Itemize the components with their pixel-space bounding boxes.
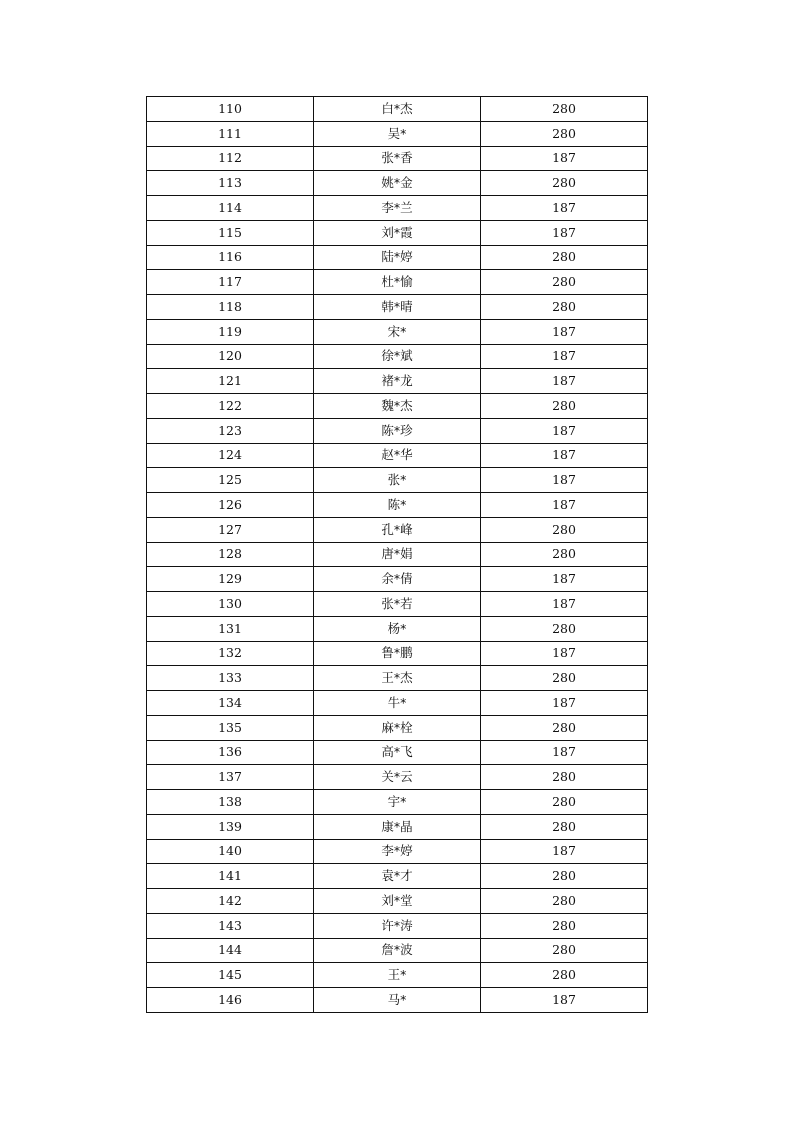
row-number-cell: 128 — [147, 542, 314, 567]
name-cell: 詹*波 — [314, 938, 481, 963]
row-number-cell: 124 — [147, 443, 314, 468]
row-number-cell: 115 — [147, 220, 314, 245]
table-row — [147, 443, 648, 468]
row-number-cell: 132 — [147, 641, 314, 666]
name-cell: 牛* — [314, 691, 481, 716]
name-cell: 魏*杰 — [314, 394, 481, 419]
row-number-cell: 143 — [147, 913, 314, 938]
row-number-cell: 129 — [147, 567, 314, 592]
row-number-cell: 141 — [147, 864, 314, 889]
amount-cell: 280 — [481, 864, 648, 889]
table-row — [147, 220, 648, 245]
table-row — [147, 691, 648, 716]
table-row — [147, 146, 648, 171]
name-cell: 宋* — [314, 319, 481, 344]
name-cell: 余*倩 — [314, 567, 481, 592]
amount-cell: 187 — [481, 146, 648, 171]
name-cell: 褚*龙 — [314, 369, 481, 394]
table-row — [147, 963, 648, 988]
amount-cell: 280 — [481, 814, 648, 839]
name-cell: 李*兰 — [314, 196, 481, 221]
row-number-cell: 131 — [147, 616, 314, 641]
table-row — [147, 418, 648, 443]
table-row — [147, 171, 648, 196]
amount-cell: 280 — [481, 517, 648, 542]
amount-cell: 280 — [481, 889, 648, 914]
name-cell: 孔*峰 — [314, 517, 481, 542]
amount-cell: 280 — [481, 963, 648, 988]
row-number-cell: 134 — [147, 691, 314, 716]
row-number-cell: 130 — [147, 592, 314, 617]
table-row — [147, 468, 648, 493]
table-row — [147, 344, 648, 369]
name-cell: 王* — [314, 963, 481, 988]
row-number-cell: 111 — [147, 121, 314, 146]
row-number-cell: 146 — [147, 988, 314, 1013]
name-cell: 李*婷 — [314, 839, 481, 864]
row-number-cell: 125 — [147, 468, 314, 493]
row-number-cell: 126 — [147, 493, 314, 518]
table-row — [147, 715, 648, 740]
table-row — [147, 493, 648, 518]
table-row — [147, 814, 648, 839]
row-number-cell: 127 — [147, 517, 314, 542]
row-number-cell: 145 — [147, 963, 314, 988]
amount-cell: 280 — [481, 765, 648, 790]
table-row — [147, 913, 648, 938]
table-row — [147, 245, 648, 270]
name-cell: 唐*娟 — [314, 542, 481, 567]
name-cell: 赵*华 — [314, 443, 481, 468]
amount-cell: 280 — [481, 295, 648, 320]
name-cell: 关*云 — [314, 765, 481, 790]
row-number-cell: 123 — [147, 418, 314, 443]
table-row — [147, 839, 648, 864]
amount-cell: 280 — [481, 790, 648, 815]
amount-cell: 280 — [481, 245, 648, 270]
amount-cell: 280 — [481, 171, 648, 196]
table-row — [147, 319, 648, 344]
row-number-cell: 119 — [147, 319, 314, 344]
amount-cell: 280 — [481, 542, 648, 567]
row-number-cell: 117 — [147, 270, 314, 295]
row-number-cell: 112 — [147, 146, 314, 171]
row-number-cell: 140 — [147, 839, 314, 864]
amount-cell: 280 — [481, 616, 648, 641]
row-number-cell: 144 — [147, 938, 314, 963]
row-number-cell: 121 — [147, 369, 314, 394]
name-cell: 张*香 — [314, 146, 481, 171]
row-number-cell: 137 — [147, 765, 314, 790]
amount-cell: 280 — [481, 666, 648, 691]
row-number-cell: 110 — [147, 97, 314, 122]
amount-cell: 187 — [481, 567, 648, 592]
amount-cell: 280 — [481, 270, 648, 295]
table-row — [147, 394, 648, 419]
name-cell: 陈*珍 — [314, 418, 481, 443]
amount-cell: 187 — [481, 493, 648, 518]
name-cell: 张*若 — [314, 592, 481, 617]
amount-cell: 187 — [481, 196, 648, 221]
table-row — [147, 790, 648, 815]
name-cell: 杨* — [314, 616, 481, 641]
amount-cell: 187 — [481, 691, 648, 716]
table-row — [147, 567, 648, 592]
row-number-cell: 113 — [147, 171, 314, 196]
table-row — [147, 740, 648, 765]
name-cell: 马* — [314, 988, 481, 1013]
name-cell: 姚*金 — [314, 171, 481, 196]
amount-cell: 280 — [481, 938, 648, 963]
roster-table-body — [147, 97, 648, 1013]
table-row — [147, 97, 648, 122]
table-row — [147, 666, 648, 691]
table-row — [147, 616, 648, 641]
table-row — [147, 765, 648, 790]
amount-cell: 187 — [481, 443, 648, 468]
name-cell: 鲁*鹏 — [314, 641, 481, 666]
amount-cell: 187 — [481, 369, 648, 394]
name-cell: 许*涛 — [314, 913, 481, 938]
row-number-cell: 139 — [147, 814, 314, 839]
name-cell: 张* — [314, 468, 481, 493]
name-cell: 刘*霞 — [314, 220, 481, 245]
table-row — [147, 121, 648, 146]
row-number-cell: 135 — [147, 715, 314, 740]
amount-cell: 187 — [481, 592, 648, 617]
name-cell: 宇* — [314, 790, 481, 815]
amount-cell: 280 — [481, 97, 648, 122]
name-cell: 麻*栓 — [314, 715, 481, 740]
row-number-cell: 136 — [147, 740, 314, 765]
name-cell: 高*飞 — [314, 740, 481, 765]
amount-cell: 187 — [481, 220, 648, 245]
table-row — [147, 196, 648, 221]
name-cell: 陆*婷 — [314, 245, 481, 270]
amount-cell: 187 — [481, 839, 648, 864]
name-cell: 袁*才 — [314, 864, 481, 889]
table-row — [147, 641, 648, 666]
name-cell: 王*杰 — [314, 666, 481, 691]
name-cell: 康*晶 — [314, 814, 481, 839]
row-number-cell: 122 — [147, 394, 314, 419]
amount-cell: 280 — [481, 913, 648, 938]
row-number-cell: 138 — [147, 790, 314, 815]
amount-cell: 187 — [481, 344, 648, 369]
amount-cell: 187 — [481, 740, 648, 765]
name-cell: 刘*堂 — [314, 889, 481, 914]
table-row — [147, 864, 648, 889]
row-number-cell: 118 — [147, 295, 314, 320]
row-number-cell: 116 — [147, 245, 314, 270]
row-number-cell: 120 — [147, 344, 314, 369]
table-row — [147, 270, 648, 295]
row-number-cell: 142 — [147, 889, 314, 914]
amount-cell: 280 — [481, 715, 648, 740]
amount-cell: 280 — [481, 394, 648, 419]
table-row — [147, 592, 648, 617]
amount-cell: 187 — [481, 641, 648, 666]
amount-cell: 187 — [481, 468, 648, 493]
table-row — [147, 517, 648, 542]
name-cell: 吴* — [314, 121, 481, 146]
table-row — [147, 938, 648, 963]
row-number-cell: 133 — [147, 666, 314, 691]
table-row — [147, 542, 648, 567]
name-cell: 杜*愉 — [314, 270, 481, 295]
amount-cell: 280 — [481, 121, 648, 146]
amount-cell: 187 — [481, 988, 648, 1013]
table-row — [147, 369, 648, 394]
row-number-cell: 114 — [147, 196, 314, 221]
table-row — [147, 988, 648, 1013]
name-cell: 陈* — [314, 493, 481, 518]
amount-cell: 187 — [481, 418, 648, 443]
table-row — [147, 889, 648, 914]
name-cell: 徐*斌 — [314, 344, 481, 369]
roster-table — [146, 96, 648, 1013]
amount-cell: 187 — [481, 319, 648, 344]
name-cell: 白*杰 — [314, 97, 481, 122]
table-row — [147, 295, 648, 320]
name-cell: 韩*晴 — [314, 295, 481, 320]
